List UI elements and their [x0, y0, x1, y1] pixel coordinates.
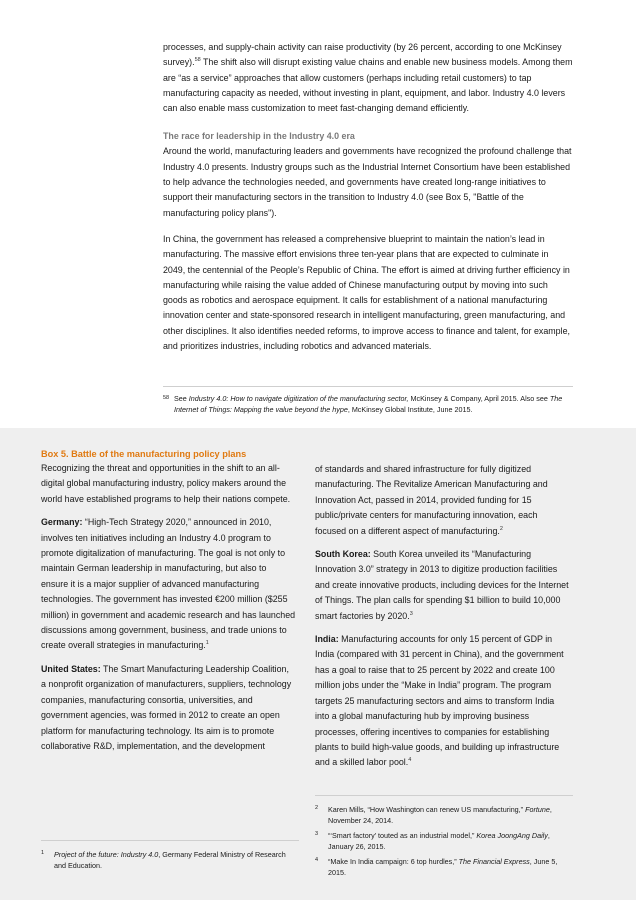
paragraph-intro	[163, 40, 573, 116]
section-heading: The race for leadership in the Industry 4.0 era	[163, 131, 355, 142]
country-label: United States:	[41, 663, 101, 674]
box-title: Box 5. Battle of the manufacturing policy plans	[41, 449, 247, 459]
box-column-left	[41, 448, 296, 762]
box-germany: Germany: “High-Tech Strategy 2020,” announced in 2010, involves ten initiatives including an Industry 4.0 program to promote digitalization of manufacturing. The goal is not only to maintain German leadership in manufacturing, but also to ensure it is a major supplier of advanced manufacturing technologies. The government has invested €200 million ($255 million) in government and academic research and has launched discussions among government, business, and trade unions to create overall strategies in manufacturing.$^1$	[41, 517, 296, 651]
box-5-panel	[0, 428, 636, 900]
country-label: Germany:	[41, 517, 83, 528]
box-column-right	[315, 462, 570, 779]
box-south-korea: South Korea: South Korea unveiled its “Manufacturing Innovation 3.0” strategy in 2013 to digitize production facilities and create innovative products, including devices for the Internet of Things. The plan calls for spending $1 billion to build 10,000 smart factories by 2020.$^3$	[315, 549, 569, 621]
footnote-ref: 3	[409, 610, 413, 617]
footnote-item: 4 “Make In India campaign: 6 top hurdles,” The Financial Express, June 5, 2015.	[315, 857, 558, 877]
box-united-states: United States: The Smart Manufacturing Leadership Coalition, a nonprofit organization of manufacturers, suppliers, technology companies, manufacturing consortia, universities, and government agencies, was formed in 2012 to create an open platform for manufacturing technology. Its aim is to promote collaborative R&D, implementation, and the development	[41, 663, 292, 751]
footnote-ref: 1	[205, 640, 209, 647]
box-united-states-cont: of standards and shared infrastructure for fully digitized manufacturing. The Revitalize American Manufacturing and Innovation Act, passed in 2014, provided funding for 15 public/private centers for manufacturing innovation, each focused on a different aspect of manufacturing.$^2$	[315, 464, 548, 536]
footnote-item: 2 Karen Mills, “How Washington can renew US manufacturing,” Fortune, November 24, 2014.	[315, 805, 552, 825]
main-text	[163, 40, 573, 354]
footnote-text: See Industry 4.0: How to navigate digitization of the manufacturing sector, McKinsey & Company, April 2015. Also see The Internet of Things: Mapping the value beyond the hype, McKinsey Global Institute, June 2015.	[174, 394, 563, 414]
paragraph-china: In China, the government has released a comprehensive blueprint to maintain the nation’s lead in manufacturing. The massive effort envisions three ten-year plans that are expected to culminate in 2049, the centennial of the People’s Republic of China. The effort is aimed at driving further efficiency in manufacturing while raising the value added of Chinese manufacturing output by moving into such goods as robotics and aerospace equipment. It calls for establishment of a national manufacturing innovation center and state-sponsored research in intelligent manufacturing, green manufacturing, and other disciplines. It also identifies needed reforms, to improve access to finance and talent, for example, and prioritizes industries, including robotics and advanced materials.	[163, 233, 570, 352]
paragraph-text: The shift also will disrupt existing value chains and enable new business models. Among them are “as a service” approaches that allow customers (perhaps including retail customers) to tap manufacturing capacity as needed, without investing in plant, equipment, and labor. Industry 4.0 levers can also enable mass customization to meet fast-changing demand efficiently.	[163, 57, 573, 114]
footnote-ref: 2	[499, 525, 503, 532]
box-intro: Recognizing the threat and opportunities in the shift to an all-digital global manufacturing industry, policy makers around the world have established programs to help their nations compete.	[41, 463, 291, 504]
page-footnote	[163, 386, 573, 415]
box-footnotes-left	[41, 840, 299, 875]
paragraph-race: Around the world, manufacturing leaders and governments have recognized the profound challenge that Industry 4.0 presents. Industry groups such as the Industrial Internet Consortium have been established to help advance the technologies needed, and governments have created long-range initiatives to support their manufacturing sectors in the transition to Industry 4.0 (see Box 5, "Battle of the manufacturing policy plans").	[163, 146, 572, 218]
footnote-number: 58	[163, 395, 170, 401]
footnote-item: 3 “‘Smart factory’ touted as an industrial model,” Korea JoongAng Daily, January 26, 2015.	[315, 831, 550, 851]
box-footnotes-right	[315, 795, 573, 882]
country-label: South Korea:	[315, 549, 371, 560]
paragraph-text: processes, and supply-chain activity can raise productivity (by 26 percent, according to one McKinsey survey).	[163, 42, 562, 68]
footnote-ref: 58	[194, 57, 201, 64]
box-india: India: Manufacturing accounts for only 15 percent of GDP in India (compared with 31 percent in China), and the government has a goal to raise that to 25 percent by 2022 and create 100 million jobs under the “Make in India” program. The program targets 25 manufacturing sectors and aims to transform India into a global manufacturing hub by improving business processes, offering incentives to companies for establishing plants to build high-value goods, and building up infrastructure and a skilled labor pool.$^4$	[315, 634, 564, 768]
footnote-item: 1 Project of the future: Industry 4.0, Germany Federal Ministry of Research and Education.	[41, 850, 286, 870]
country-label: India:	[315, 634, 339, 645]
footnote-ref: 4	[408, 757, 412, 764]
